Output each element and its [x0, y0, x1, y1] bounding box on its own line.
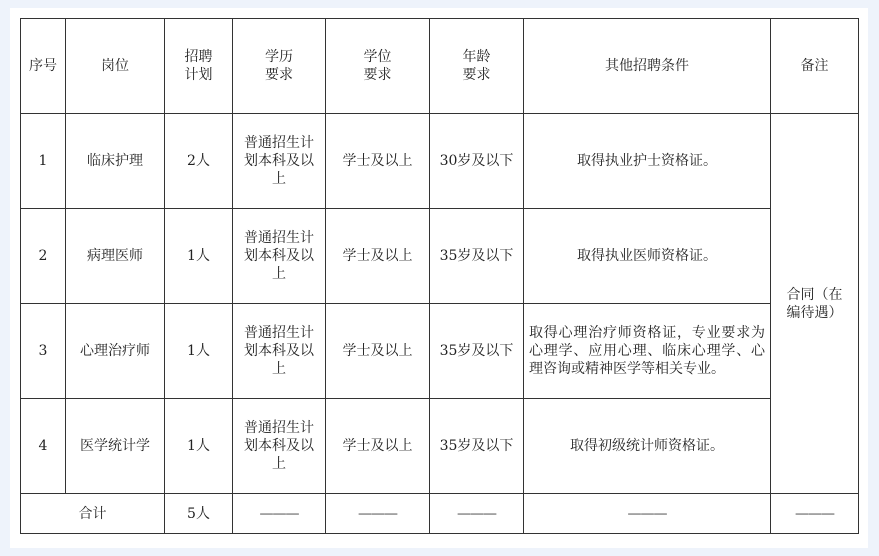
- header-row: [21, 19, 859, 114]
- cell-post: 医学统计学: [66, 399, 165, 494]
- header-plan: [165, 19, 233, 114]
- total-plan: 5人: [165, 494, 233, 534]
- header-education-text: 学历要求: [265, 49, 293, 83]
- cell-post: 心理治疗师: [66, 304, 165, 399]
- header-education: [233, 19, 326, 114]
- cell-seq: 2: [21, 209, 66, 304]
- cell-post: 病理医师: [66, 209, 165, 304]
- header-post: 岗位: [66, 19, 165, 114]
- cell-age: 35岁及以下: [430, 304, 524, 399]
- cell-plan: 1人: [165, 304, 233, 399]
- cell-degree: 学士及以上: [326, 114, 430, 209]
- cell-age: 30岁及以下: [430, 114, 524, 209]
- cell-plan: 1人: [165, 209, 233, 304]
- cell-age: 35岁及以下: [430, 399, 524, 494]
- cell-remark: 合同（在编待遇）: [771, 114, 859, 494]
- cell-other: 取得初级统计师资格证。: [524, 399, 771, 494]
- header-remark: 备注: [771, 19, 859, 114]
- cell-education: [233, 209, 326, 304]
- table-row: [21, 114, 859, 209]
- cell-other: 取得执业护士资格证。: [524, 114, 771, 209]
- header-plan-text: 招聘计划: [184, 49, 213, 83]
- total-label: 合计: [21, 494, 165, 534]
- total-other-dash: ———: [524, 494, 771, 534]
- total-age-dash: ———: [430, 494, 524, 534]
- cell-education-text: 普通招生计划本科及以上: [244, 135, 314, 187]
- document-sheet: [10, 8, 868, 548]
- cell-degree: 学士及以上: [326, 209, 430, 304]
- cell-education: [233, 304, 326, 399]
- cell-seq: 1: [21, 114, 66, 209]
- cell-education: [233, 399, 326, 494]
- header-other: 其他招聘条件: [524, 19, 771, 114]
- cell-education-text: 普通招生计划本科及以上: [244, 325, 314, 377]
- total-education-dash: ———: [233, 494, 326, 534]
- header-seq: 序号: [21, 19, 66, 114]
- header-age-text: 年龄要求: [462, 49, 491, 83]
- cell-degree: 学士及以上: [326, 304, 430, 399]
- cell-seq: 3: [21, 304, 66, 399]
- cell-other-text: 取得心理治疗师资格证，专业要求为心理学、应用心理、临床心理学、心理咨询或精神医学等相关专业。: [529, 325, 765, 377]
- cell-degree: 学士及以上: [326, 399, 430, 494]
- cell-other: 取得执业医师资格证。: [524, 209, 771, 304]
- table-row: [21, 399, 859, 494]
- cell-plan: 1人: [165, 399, 233, 494]
- header-age: [430, 19, 524, 114]
- cell-post: 临床护理: [66, 114, 165, 209]
- total-degree-dash: ———: [326, 494, 430, 534]
- cell-education: [233, 114, 326, 209]
- table-row: [21, 209, 859, 304]
- cell-education-text: 普通招生计划本科及以上: [244, 420, 314, 472]
- cell-age: 35岁及以下: [430, 209, 524, 304]
- cell-plan: 2人: [165, 114, 233, 209]
- total-remark-dash: ———: [771, 494, 859, 534]
- table-row: [21, 304, 859, 399]
- recruitment-table: [20, 18, 859, 534]
- header-degree-text: 学位要求: [363, 49, 392, 83]
- total-row: [21, 494, 859, 534]
- cell-education-text: 普通招生计划本科及以上: [244, 230, 314, 282]
- cell-other: [524, 304, 771, 399]
- header-degree: [326, 19, 430, 114]
- cell-seq: 4: [21, 399, 66, 494]
